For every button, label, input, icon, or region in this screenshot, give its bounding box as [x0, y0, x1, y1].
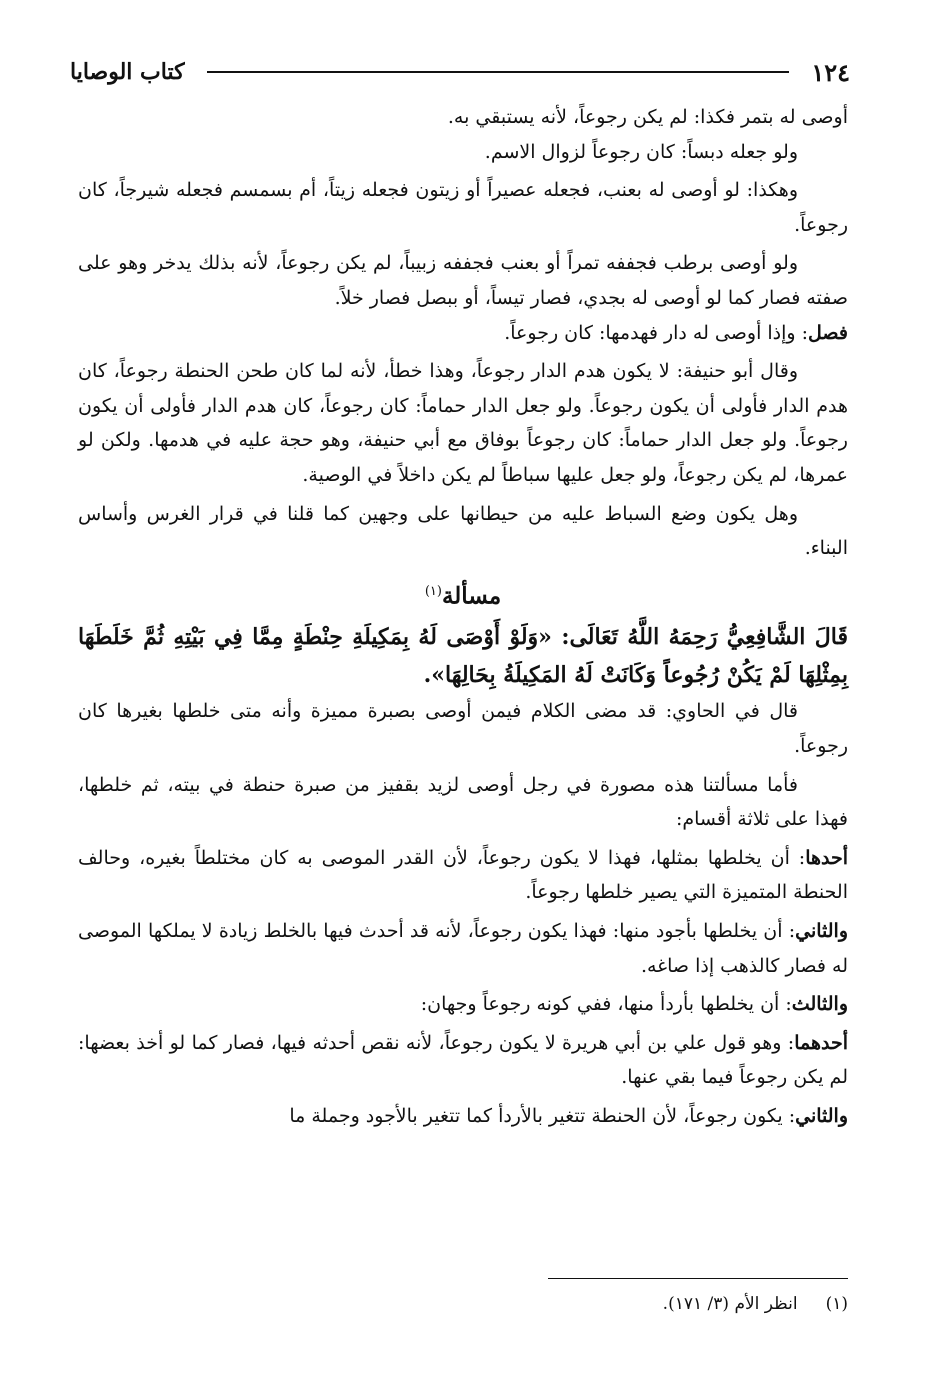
paragraph-text: : أن يخلطها بأردأ منها، ففي كونه رجوعاً وجهان: — [420, 993, 792, 1016]
paragraph — [78, 1099, 848, 1134]
paragraph — [78, 841, 848, 910]
paragraph: وهل يكون وضع السباط عليه من حيطانها على وجهين كما قلنا في قرار الغرس وأساس البناء. — [78, 502, 848, 560]
paragraph: وهكذا: لو أوصى له بعنب، فجعله عصيراً أو زيتون فجعله زيتاً، أم بسمسم فجعله شيرجاً، كان رجوعاً. — [78, 179, 848, 236]
paragraph — [78, 1026, 848, 1095]
paragraph-text: : وإذا أوصى له دار فهدمها: كان رجوعاً. — [504, 321, 809, 344]
paragraph: أوصى له بتمر فكذا: لم يكن رجوعاً، لأنه يستبقي به. — [447, 106, 848, 128]
division-label: والثاني — [795, 919, 848, 942]
footnote-number: (١) — [825, 1294, 848, 1314]
page-header — [70, 52, 850, 92]
division-label: أحدهما — [794, 1031, 848, 1054]
page-body — [78, 100, 848, 1134]
footnote-rule — [548, 1278, 848, 1279]
division-label: أحدها — [805, 846, 848, 869]
paragraph — [78, 987, 848, 1022]
footnote — [440, 1294, 848, 1314]
page-number: ١٢٤ — [811, 57, 850, 87]
book-title: كتاب الوصايا — [70, 59, 185, 85]
paragraph: وقال أبو حنيفة: لا يكون هدم الدار رجوعاً، وهذا خطأ، لأنه لما كان طحن الحنطة رجوعاً، كان هدم الدار فأولى أن يكون رجوعاً. ولو جعل الدار حماماً: كان رجوعاً، كان هدم الدار فأولى أن يكون رجوعاً. ولو جعل الدار حماماً: كان رجوعاً بوفاق مع أبي حنيفة، وهو حجة عليه في هدمها. ولكن لو عمرها، لم يكن رجوعاً، ولو جعل عليها سباطاً لم يكن داخلاً في الوصية. — [78, 360, 848, 486]
imam-quote: قَالَ الشَّافِعِيُّ رَحِمَهُ اللَّهُ تَعَالَى: «وَلَوْ أَوْصَى لَهُ بِمَكِيلَةِ حِنْطَةٍ مِمَّا فِي بَيْتِهِ ثُمَّ خَلَطَهَا بِمِثْلِهَا لَمْ يَكُنْ رُجُوعاً وَكَانَتْ لَهُ المَكِيلَةُ بِحَالِهَا». — [78, 624, 848, 689]
paragraph: قال في الحاوي: قد مضى الكلام فيمن أوصى بصبرة مميزة وأنه متى خلطها بغيرها كان رجوعاً. — [78, 700, 848, 757]
paragraph-text: : وهو قول علي بن أبي هريرة لا يكون رجوعاً، لأنه نقص أحدثه فيها، فصار كما لو أخذ بعضها: لم يكن رجوعاً فيما بقي عنها. — [78, 1031, 848, 1089]
footnote-text: انظر الأم (٣/ ١٧١). — [662, 1294, 798, 1314]
paragraph: ولو أوصى برطب فجففه تمراً أو بعنب فجففه زبيباً، لم يكن رجوعاً، لأنه بذلك يدخر وهو على صفته فصار كما لو أوصى له بجدي، فصار تيساً، أو ببصل فصار خلاً. — [78, 252, 848, 309]
section-label: فصل — [808, 321, 848, 344]
division-label: والثاني — [795, 1104, 848, 1127]
paragraph — [78, 914, 848, 983]
footnote-ref: (١) — [424, 583, 442, 599]
paragraph-text: : أن يخلطها بأجود منها: فهذا يكون رجوعاً، لأنه قد أحدث فيها بالخلط زيادة لا يملكها الموصى له فصار كالذهب إذا صاغه. — [78, 919, 848, 977]
header-rule — [207, 71, 790, 73]
paragraph-text: : أن يخلطها بمثلها، فهذا لا يكون رجوعاً، لأن القدر الموصى به كان مختلطاً بغيره، وحالف الحنطة المتميزة التي يصير خلطها رجوعاً. — [78, 846, 848, 904]
paragraph: ولو جعله دبساً: كان رجوعاً لزوال الاسم. — [484, 140, 798, 163]
section-heading — [78, 572, 848, 617]
paragraph-text: : يكون رجوعاً، لأن الحنطة تتغير بالأردأ كما تتغير بالأجود وجملة ما — [289, 1104, 796, 1127]
paragraph: فأما مسألتنا هذه مصورة في رجل أوصى لزيد بقفيز من صبرة حنطة في بيته، ثم خلطها، فهذا على ثلاثة أقسام: — [78, 773, 848, 831]
heading-text: مسألة — [441, 582, 502, 610]
division-label: والثالث — [791, 993, 848, 1016]
paragraph — [78, 316, 848, 351]
